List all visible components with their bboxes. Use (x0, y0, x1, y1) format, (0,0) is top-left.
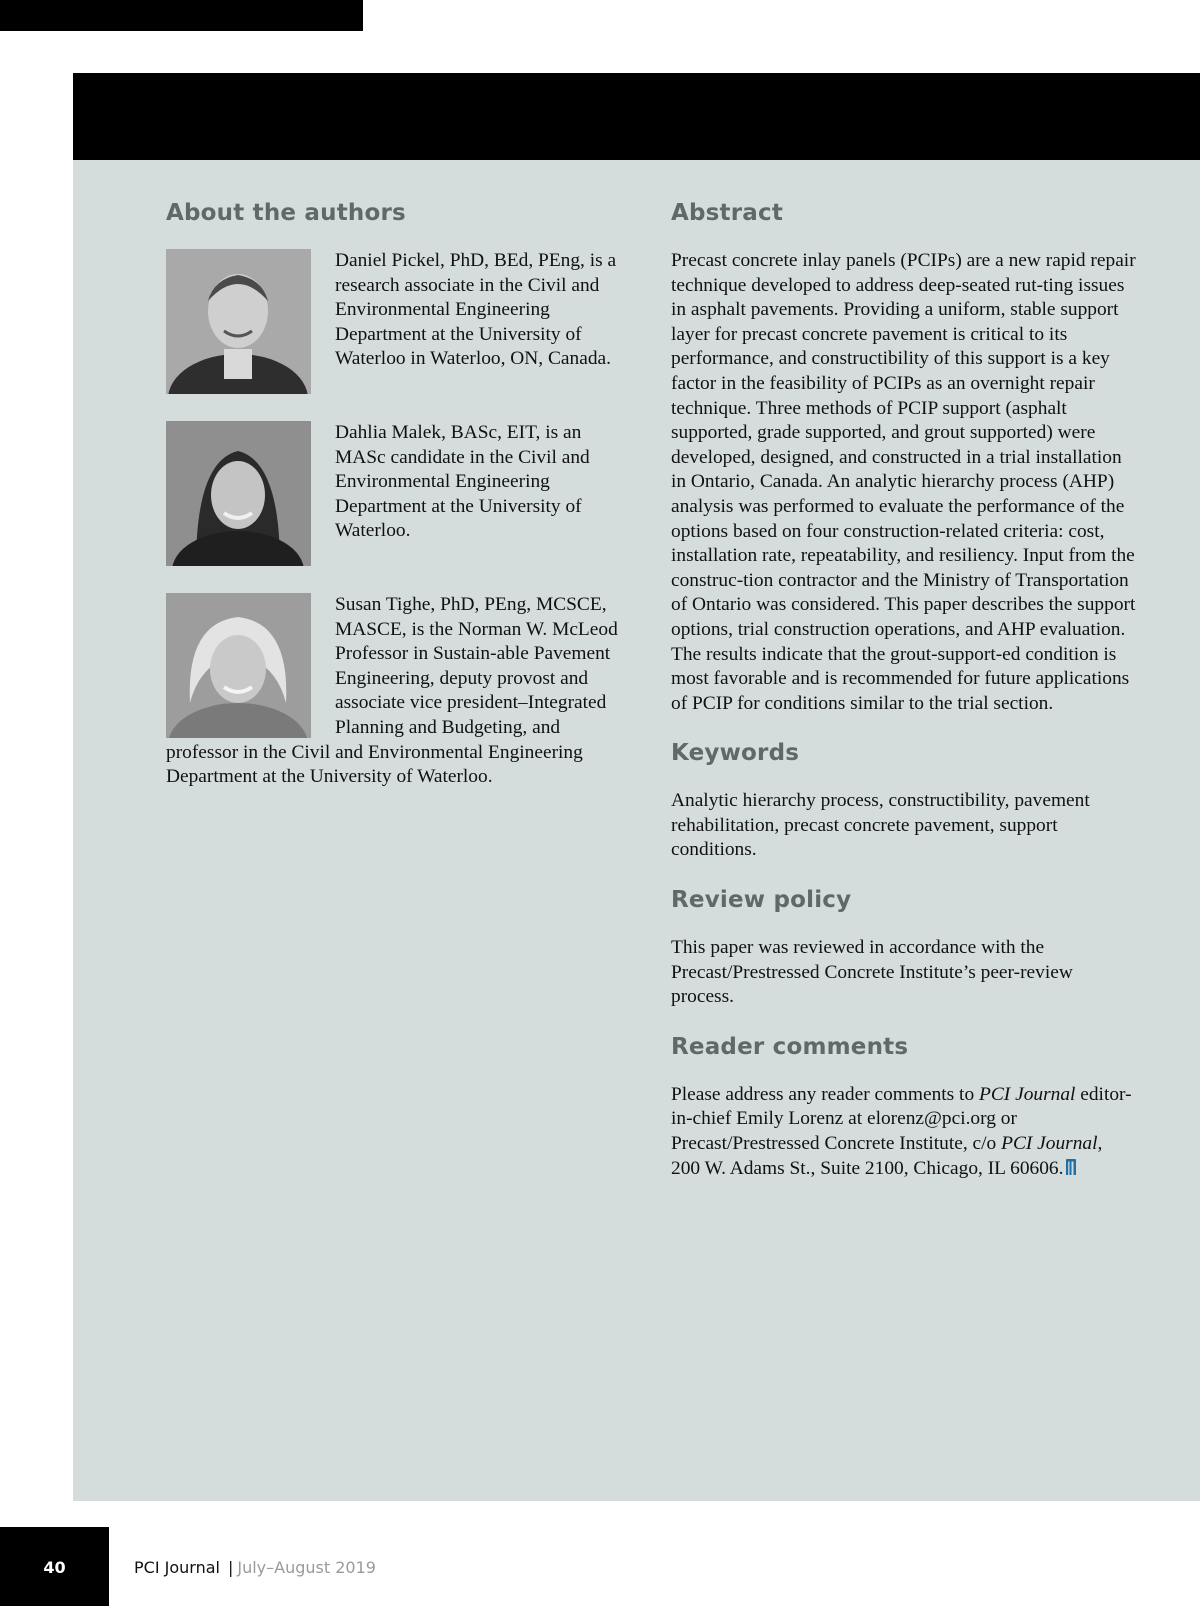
top-black-tab (0, 0, 363, 31)
author-photo (166, 593, 311, 738)
page-number: 40 (43, 1558, 66, 1577)
author-entry (166, 421, 621, 566)
author-bio: Dahlia Malek, BASc, EIT, is an MASc candidate in the Civil and Environmental Engineering Department at the University of Waterloo. (335, 422, 590, 542)
author-list (166, 249, 621, 790)
authors-column (166, 196, 621, 790)
footer-separator: | (227, 1558, 234, 1577)
author-entry (166, 593, 621, 790)
authors-heading: About the authors (166, 200, 406, 226)
reader-comments-heading: Reader comments (671, 1033, 909, 1060)
issue-date: July–August 2019 (237, 1558, 376, 1577)
author-entry (166, 249, 621, 394)
journal-name-italic: PCI Journal (979, 1083, 1076, 1105)
author-bio: Susan Tighe, PhD, PEng, MCSCE, MASCE, is the Norman W. McLeod Professor in Sustain-able Pavement Engineering, deputy provost and associate vice president–Integrated Planning and Budgeting, and professor in the Civil and Environmental Engineering Department at the University of Waterloo. (166, 594, 618, 788)
keywords-section (671, 736, 1136, 863)
reader-comments-text (671, 1083, 1136, 1181)
header-band (73, 73, 1200, 160)
author-photo (166, 421, 311, 566)
review-policy-section (671, 883, 1136, 1010)
end-of-article-icon (1065, 1158, 1077, 1176)
article-info-column (671, 196, 1136, 1181)
journal-name: PCI Journal (134, 1558, 220, 1577)
keywords-text: Analytic hierarchy process, constructibility, pavement rehabilitation, precast concrete pavement, support conditions. (671, 790, 1090, 861)
reader-comments-part-2: editor-in-chief Emily Lorenz at elorenz@pci.org or Precast/Prestressed Concrete Institute, c/o (671, 1083, 1132, 1155)
keywords-heading: Keywords (671, 740, 800, 767)
review-policy-heading: Review policy (671, 887, 852, 914)
reader-comments-part-3: , 200 W. Adams St., Suite 2100, Chicago, IL 60606. (671, 1133, 1103, 1179)
journal-name-italic: PCI Journal (1001, 1133, 1098, 1155)
author-photo (166, 249, 311, 394)
running-footer (134, 1558, 376, 1577)
review-policy-text: This paper was reviewed in accordance with the Precast/Prestressed Concrete Institute’s peer-review process. (671, 937, 1073, 1008)
abstract-section (671, 196, 1136, 716)
reader-comments-section (671, 1030, 1136, 1181)
abstract-text: Precast concrete inlay panels (PCIPs) are a new rapid repair technique developed to address deep-seated rut-ting issues in asphalt pavements. Providing a uniform, stable support layer for precast concrete pavement is critical to its performance, and constructibility of this support is a key factor in the feasibility of PCIPs as an overnight repair technique. Three methods of PCIP support (asphalt supported, grade supported, and grout supported) were developed, designed, and constructed in a trial installation in Ontario, Canada. An analytic hierarchy process (AHP) analysis was performed to evaluate the performance of the options based on four construction-related criteria: cost, installation rate, repeatability, and resiliency. Input from the construc-tion contractor and the Ministry of Transportation of Ontario was considered. This paper describes the support options, trial construction operations, and AHP evaluation. The results indicate that the grout-support-ed condition is most favorable and is recommended for future applications of PCIP for conditions similar to the trial section. (671, 250, 1136, 714)
abstract-heading: Abstract (671, 200, 784, 226)
reader-comments-part-1: Please address any reader comments to (671, 1083, 979, 1105)
author-bio: Daniel Pickel, PhD, BEd, PEng, is a research associate in the Civil and Environmental Engineering Department at the University of Waterloo in Waterloo, ON, Canada. (335, 250, 617, 370)
